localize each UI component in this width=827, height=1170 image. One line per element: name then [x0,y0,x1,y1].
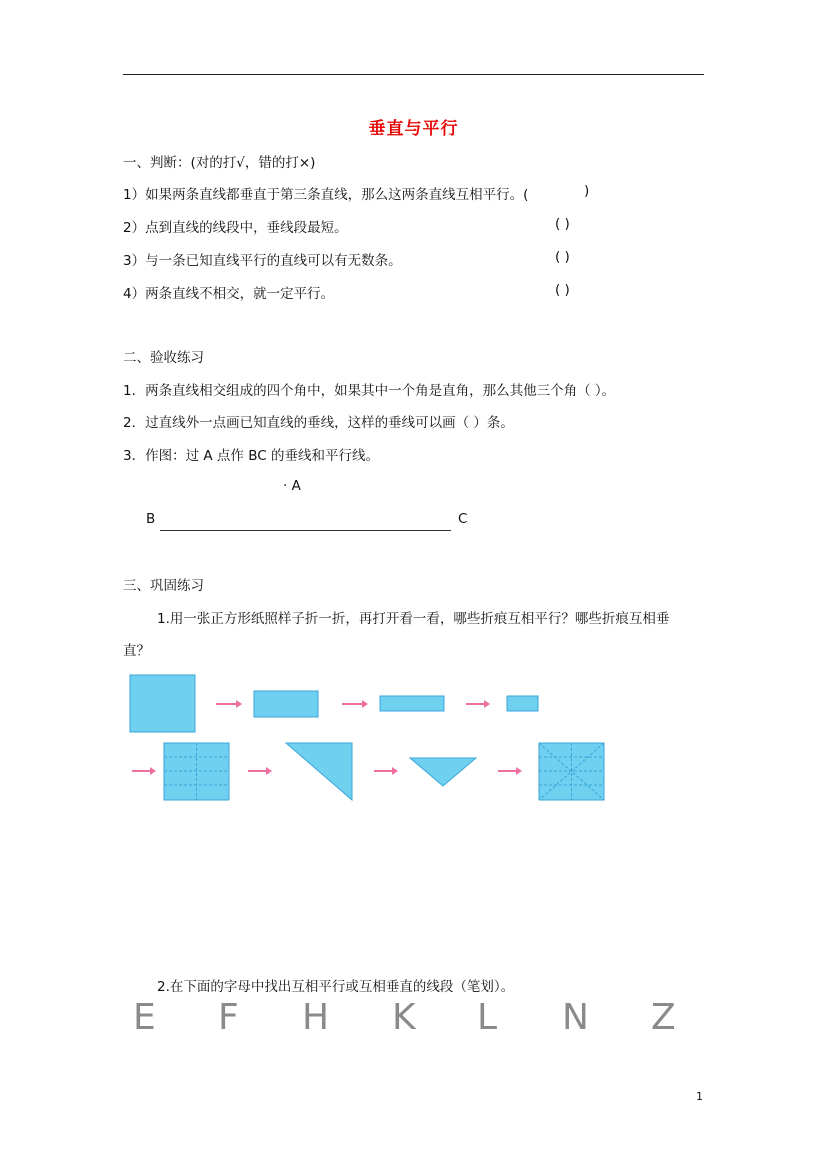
arrow-icon [132,767,156,775]
page-number: 1 [696,1090,703,1103]
page-title: 垂直与平行 [368,119,459,139]
header-rule [123,74,704,75]
arrow-icon [248,767,272,775]
judge-item-3: 3）与一条已知直线平行的直线可以有无数条。 [123,253,402,269]
fold-step-1-square [130,675,195,732]
point-a-label: · A [283,478,301,494]
section3-heading: 三、巩固练习 [123,578,204,594]
letter-e: E [133,997,156,1038]
judge-item-2: 2）点到直线的线段中，垂线段最短。 [123,220,348,236]
judge-item-1: 1）如果两条直线都垂直于第三条直线，那么这两条直线互相平行。( [123,187,529,203]
q2-text: 2.在下面的字母中找出互相平行或互相垂直的线段（笔划）。 [157,979,515,995]
paper-folding-diagram [120,670,620,810]
judge-item-4: 4）两条直线不相交，就一定平行。 [123,286,335,302]
letter-h: H [302,997,330,1038]
fold-step-2-rect [254,691,318,717]
line-bc [160,530,451,531]
point-b-label: B [146,511,156,527]
arrow-icon [342,700,368,708]
practice-item-1: 1．两条直线相交组成的四个角中，如果其中一个角是直角，那么其他三个角（ ）。 [123,383,616,399]
unfolded-grid [164,743,229,800]
letter-l: L [477,997,498,1038]
letter-f: F [218,997,239,1038]
letter-z: Z [651,997,676,1038]
letter-k: K [392,997,416,1038]
point-c-label: C [458,511,468,527]
fold-step-3-strip [380,696,444,711]
judge-item-2-paren[interactable]: ( ) [555,216,570,232]
section1-heading: 一、判断：(对的打√，错的打×) [123,155,316,171]
arrow-icon [374,767,398,775]
section2-heading: 二、验收练习 [123,350,204,366]
fold-triangle-small [410,758,476,786]
fold-step-4-small [507,696,538,711]
judge-item-3-paren[interactable]: ( ) [555,249,570,265]
q1-text-line1: 1.用一张正方形纸照样子折一折，再打开看一看，哪些折痕互相平行？哪些折痕互相垂 [157,611,670,627]
arrow-icon [216,700,242,708]
q1-text-line2: 直？ [123,643,150,659]
arrow-icon [498,767,522,775]
judge-item-4-paren[interactable]: ( ) [555,282,570,298]
arrow-icon [466,700,490,708]
unfolded-star-grid [539,743,604,800]
practice-item-2: 2．过直线外一点画已知直线的垂线，这样的垂线可以画（ ）条。 [123,415,514,431]
fold-triangle-right [286,743,352,800]
judge-item-1-paren[interactable]: ) [584,183,590,199]
letter-n: N [562,997,589,1038]
practice-item-3: 3．作图：过 A 点作 BC 的垂线和平行线。 [123,448,379,464]
